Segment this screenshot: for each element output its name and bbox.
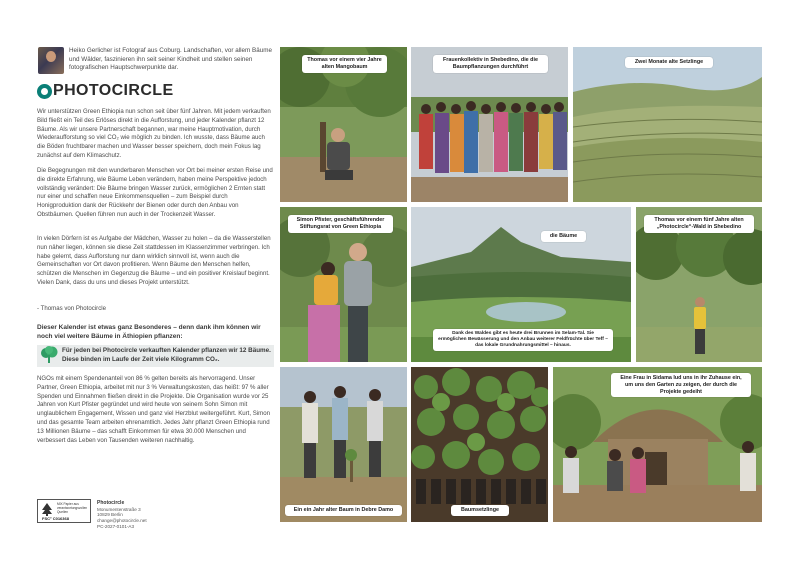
signature: - Thomas von Photocircle xyxy=(37,305,106,312)
tree-note-box xyxy=(37,345,274,367)
photo-thomas-forest xyxy=(636,207,762,362)
author-bio: Heiko Gerlicher ist Fotograf aus Coburg. Landschaften, vor allem Bäume und Wälder, faszinieren ihn seit seiner Kindheit und stellen seinen fotografischen Hauptschwerpunkte dar. xyxy=(69,47,272,72)
highlight-heading: Dieser Kalender ist etwas ganz Besonderes – denn dank ihm können wir noch viel weitere Bäume in Äthiopien pflanzen: xyxy=(37,324,261,341)
photo-simon-pfister xyxy=(280,207,407,362)
photo-caption: die Bäume xyxy=(541,231,586,242)
author-avatar xyxy=(38,47,64,74)
photo-caption: Thomas vor einem vier Jahre alten Mangobaum xyxy=(302,55,387,73)
photo-caption: Simon Pfister, geschäftsführender Stiftungsrat von Green Ethiopia xyxy=(288,215,393,233)
photo-caption: Zwei Monate alte Setzlinge xyxy=(625,57,713,68)
photo-caption: Thomas vor einem fünf Jahre alten „Photocircle“-Wald in Shebedino xyxy=(644,215,754,233)
fsc-mix-text: MIX Papier aus verantwortungsvollen Quellen xyxy=(57,502,88,514)
photo-caption: Frauenkollektiv in Shebedino, die die Baumpflanzungen durchführt xyxy=(433,55,548,73)
address-email: change@photocircle.net xyxy=(97,518,147,524)
photo-caption: Baumsetzlinge xyxy=(451,505,509,516)
product-code: PC-2027-0101-A3 xyxy=(97,524,135,530)
fsc-code: FSC° C016368 xyxy=(42,516,69,521)
photo-caption: Ein ein Jahr alter Baum in Debre Damo xyxy=(285,505,402,516)
publisher-address xyxy=(97,500,147,530)
photo-debre-damo-tree xyxy=(280,367,407,522)
logo-text: PHOTOCIRCLE xyxy=(53,82,174,99)
tree-note: Für jeden bei Photocircle verkauften Kalender pflanzen wir 12 Bäume. Diese binden im Laufe der Zeit viele Kilogramm CO₂. xyxy=(62,347,271,363)
photocircle-logo xyxy=(37,83,174,99)
encounters-paragraph: Die Begegnungen mit den wunderbaren Menschen vor Ort bei meiner ersten Reise und die direkte Erfahrung, wie Bäume Leben verändern, haben meine Perspektive jedoch vollständig verändert: Die Bäume bringen Wasser zurück, ermöglichen 2 Ernten statt nur einer und schaffen neue Einkommensquellen – zum Beispiel durch Honigproduktion dank der Rückkehr der Bienen oder durch den Anbau von Obstbäumen. Quellen führen nun auch in der Trockenzeit Wasser. xyxy=(37,167,273,219)
villages-paragraph: In vielen Dörfern ist es Aufgabe der Mädchen, Wasser zu holen – da die Wasserstellen nun näher liegen, können sie diese Zeit stattdessen im Klassenzimmer verbringen. Ich habe gelernt, dass Aufforstung nur dann wirklich sinnvoll ist, wenn auch die Gemeinschaften vor Ort davon profitieren. Wenn Bäume den Menschen helfen, schützen die Menschen im Gegenzug die Bäume – und ein positiver Kreislauf beginnt. Vielen Dank, dass du uns und dieses Projekt unterstützt. xyxy=(37,235,271,287)
photo-selam-valley xyxy=(411,207,631,362)
ngo-paragraph: NGOs mit einem Spendenanteil von 86 % gelten bereits als hervorragend. Unser Partner, Green Ethiopia, arbeitet mit nur 3 % Verwaltungskosten, das heißt: 97 % aller Spenden und Einnahmen fließen direkt in die Projekte. Die Organisation wurde vor 25 Jahren von Kurt Pfister gegründet und wird heute von seinem Sohn Simon mit unglaublichem Engagement, Wissen und ganz viel Herzblut weitergeführt. Kurt, Simon und das gesamte Team arbeiten ehrenamtlich. Jedes Jahr pflanzt Green Ethiopia rund 13 Millionen Bäume – das schafft Einkommen für etwa 30.000 Menschen und verbessert das Leben von Tausenden weiteren nachhaltig. xyxy=(37,375,271,444)
logo-circle-icon xyxy=(37,84,52,99)
photo-thomas-mango-tree xyxy=(280,47,407,202)
fsc-label xyxy=(37,499,91,523)
address-street: Monumentenstraße 3 xyxy=(97,506,141,512)
photo-sidama-home xyxy=(553,367,762,522)
tree-icon xyxy=(39,346,59,364)
publisher-name: Photocircle xyxy=(97,500,125,506)
photo-caption-wells: Dank des Waldes gibt es heute drei Brunnen im Selam-Tal. Sie ermöglichen Bewässerung und den Anbau weiterer Feldfrüchte über Teff – das lokale Grundnahrungsmittel – hinaus. xyxy=(433,329,613,351)
address-city: 10829 Berlin xyxy=(97,512,123,518)
photo-seedlings-hillside xyxy=(573,47,762,202)
photo-tree-seedlings xyxy=(411,367,548,522)
photo-women-collective xyxy=(411,47,568,202)
photo-caption: Eine Frau in Sidama lud uns in ihr Zuhause ein, um uns den Garten zu zeigen, der durch die Projekte gedeiht xyxy=(611,373,751,397)
intro-paragraph: Wir unterstützen Green Ethiopia nun schon seit über fünf Jahren. Mit jedem verkauften Bild fließt ein Teil des Erlöses direkt in die Aufforstung, und jeder Kalender pflanzt 12 Bäume. Als wir unsere Partnerschaft begannen, war meine Hauptmotivation, durch Wiederaufforstung so viel CO₂ wie möglich zu binden. Ich wusste, dass Bäume auch die Böden fruchtbarer machen und Wasser besser speichern, doch mein Fokus lag zunächst auf dem Klimaschutz. xyxy=(37,108,271,160)
